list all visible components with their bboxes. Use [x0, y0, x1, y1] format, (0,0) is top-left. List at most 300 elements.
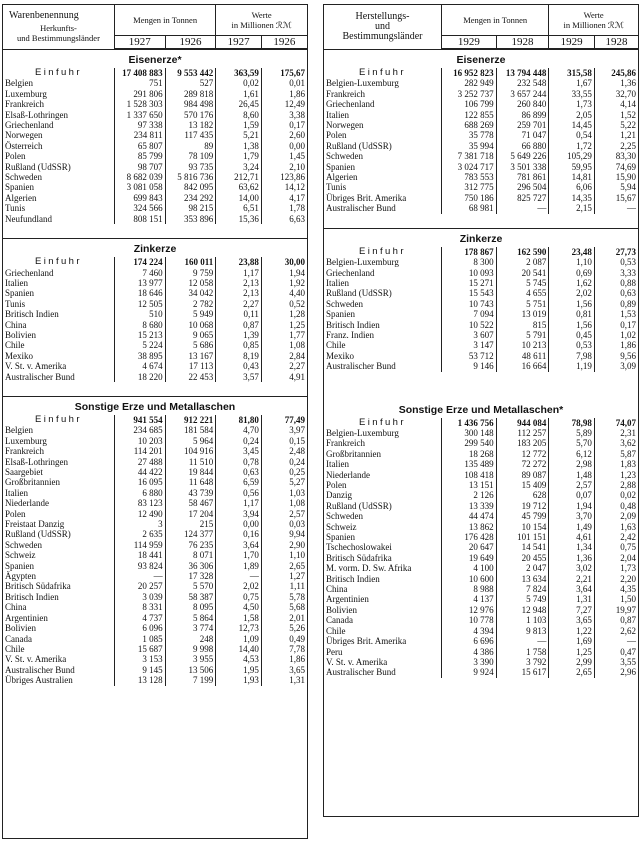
cell-value: 59,95	[549, 162, 595, 172]
cell-value: 12 505	[114, 299, 165, 309]
total-row	[324, 418, 638, 428]
table-row	[3, 436, 307, 446]
cell-value: 0,01	[261, 78, 307, 88]
total-value: 74,07	[594, 418, 638, 428]
country-name: Belgien-Luxemburg	[326, 257, 399, 268]
country-name: Großbritannien	[326, 448, 381, 459]
table-row	[324, 278, 638, 288]
table-row	[324, 193, 638, 203]
cell-value: 1,19	[549, 361, 595, 371]
country-name: Schweden	[5, 539, 42, 550]
cell-value: 12 058	[165, 278, 216, 288]
cell-value: 0,17	[594, 320, 638, 330]
table-row	[3, 340, 307, 350]
country-name: Italien	[326, 109, 349, 120]
table-row	[3, 120, 307, 130]
cell-value: 2 047	[496, 563, 549, 573]
cell-value: 122 855	[441, 110, 496, 120]
total-label: Einfuhr	[359, 246, 406, 257]
cell-value: 0,63	[594, 288, 638, 298]
cell-value: 9,56	[594, 351, 638, 361]
table-row	[3, 78, 307, 88]
table-row	[3, 203, 307, 213]
cell-value: 89 087	[496, 470, 549, 480]
table-1927-1926	[2, 4, 308, 839]
cell-value: 750 186	[441, 193, 496, 203]
cell-value: 3 657 244	[496, 89, 549, 99]
table-row	[324, 141, 638, 151]
cell-value: 234 685	[114, 425, 165, 435]
cell-value: 13 506	[165, 665, 216, 675]
cell-value: 1,34	[549, 542, 595, 552]
total-value: 16 952 823	[441, 68, 496, 78]
cell-value: 105,29	[549, 151, 595, 161]
cell-value: 9 813	[496, 626, 549, 636]
cell-value: 8 680	[114, 320, 165, 330]
country-name: Schweden	[326, 151, 363, 162]
cell-value: 124 377	[165, 529, 216, 539]
cell-value: 65 807	[114, 141, 165, 151]
cell-value: 2,10	[261, 162, 307, 172]
total-row	[3, 257, 307, 267]
country-name: Tunis	[326, 182, 347, 193]
cell-value: 5 649 226	[496, 151, 549, 161]
table-row	[324, 542, 638, 552]
cell-value: 19 712	[496, 501, 549, 511]
cell-value: 114 201	[114, 446, 165, 456]
cell-value: 2 126	[441, 490, 496, 500]
cell-value: 5,21	[216, 130, 262, 140]
country-name: Britisch Indien	[5, 591, 59, 602]
cell-value: 15 687	[114, 644, 165, 654]
cell-value: 13 019	[496, 309, 549, 319]
country-name: Chile	[5, 643, 25, 654]
cell-value: 1,08	[261, 340, 307, 350]
table-row	[324, 470, 638, 480]
country-name: Griechenland	[5, 267, 54, 278]
cell-value: 2,25	[594, 141, 638, 151]
country-name: Griechenland	[326, 267, 375, 278]
table-row	[3, 268, 307, 278]
cell-value: 842 095	[165, 182, 216, 192]
cell-value: 5 816 736	[165, 172, 216, 182]
cell-value: 4 386	[441, 647, 496, 657]
cell-value: 3,70	[549, 511, 595, 521]
country-name: Übriges Brit. Amerika	[326, 192, 407, 203]
table-row	[3, 193, 307, 203]
cell-value: 1,10	[549, 257, 595, 267]
cell-value: 10 743	[441, 299, 496, 309]
cell-value: 1,56	[549, 320, 595, 330]
cell-value: 289 818	[165, 89, 216, 99]
country-name: Tunis	[5, 298, 26, 309]
cell-value: 16 095	[114, 477, 165, 487]
cell-value: 13 862	[441, 522, 496, 532]
cell-value: —	[496, 636, 549, 646]
table-row	[3, 592, 307, 602]
country-name: Übriges Australien	[5, 675, 73, 686]
cell-value: 688 269	[441, 120, 496, 130]
cell-value: 1,86	[261, 89, 307, 99]
table-row	[3, 581, 307, 591]
country-name: Britisch Indien	[326, 573, 380, 584]
country-name: Belgien	[5, 78, 33, 89]
table-row	[324, 320, 638, 330]
cell-value: 4,91	[261, 372, 307, 382]
cell-value: 984 498	[165, 99, 216, 109]
cell-value: 1 758	[496, 647, 549, 657]
cell-value: 12 976	[441, 605, 496, 615]
table-row	[3, 561, 307, 571]
cell-value: 1,67	[549, 78, 595, 88]
country-name: Canada	[326, 615, 353, 626]
cell-value: 5 570	[165, 581, 216, 591]
cell-value: 13 128	[114, 675, 165, 685]
country-name: Schweden	[5, 172, 42, 183]
cell-value: 44 474	[441, 511, 496, 521]
header-country-label	[324, 5, 441, 50]
cell-value: 17 113	[165, 361, 216, 371]
cell-value: 5,94	[594, 182, 638, 192]
table-row	[324, 647, 638, 657]
cell-value: 570 176	[165, 110, 216, 120]
table-row	[3, 675, 307, 685]
country-name: Franz. Indien	[326, 329, 374, 340]
cell-value: 3,24	[216, 162, 262, 172]
cell-value: 14,40	[216, 644, 262, 654]
cell-value: 3,65	[261, 665, 307, 675]
country-name: Bolivien	[5, 329, 36, 340]
cell-value: 18 441	[114, 550, 165, 560]
cell-value: 1,92	[261, 278, 307, 288]
cell-value: 16 664	[496, 361, 549, 371]
cell-value: 0,49	[261, 634, 307, 644]
table-row	[324, 615, 638, 625]
table-row	[324, 130, 638, 140]
cell-value: 1,39	[216, 330, 262, 340]
country-name: Britisch Südafrika	[5, 581, 71, 592]
country-name: Italien	[326, 277, 349, 288]
cell-value: 104 916	[165, 446, 216, 456]
header-year: 1927	[216, 36, 262, 49]
country-name: Chile	[5, 340, 25, 351]
cell-value: 0,63	[216, 467, 262, 477]
cell-value: 1,61	[216, 89, 262, 99]
cell-value: 9 924	[441, 667, 496, 677]
cell-value: 6,59	[216, 477, 262, 487]
cell-value: 8 071	[165, 550, 216, 560]
cell-value: 781 861	[496, 172, 549, 182]
cell-value: 3,65	[549, 615, 595, 625]
country-name: Freistaat Danzig	[5, 519, 65, 530]
cell-value: 11 648	[165, 477, 216, 487]
table-row	[3, 372, 307, 382]
table-row	[324, 288, 638, 298]
cell-value: 0,87	[216, 320, 262, 330]
country-name: Tunis	[5, 203, 26, 214]
cell-value: 1,49	[549, 522, 595, 532]
cell-value: 15 213	[114, 330, 165, 340]
table-row	[3, 446, 307, 456]
cell-value: 808 151	[114, 214, 165, 224]
section-title: Eisenerze*	[128, 54, 182, 66]
cell-value: 0,48	[594, 501, 638, 511]
cell-value: 6 096	[114, 623, 165, 633]
cell-value: 1,25	[549, 647, 595, 657]
cell-value: 4 394	[441, 626, 496, 636]
section-title: Zinkerze	[324, 228, 638, 247]
cell-value: 0,03	[261, 519, 307, 529]
cell-value: 20 257	[114, 581, 165, 591]
country-name: Spanien	[326, 532, 355, 543]
table-row	[324, 257, 638, 267]
cell-value: 3	[114, 519, 165, 529]
cell-value: 3,64	[549, 584, 595, 594]
header-value-label: Werte in Millionen ℛℳ	[216, 5, 307, 36]
cell-value: 7,78	[261, 644, 307, 654]
cell-value: 135 489	[441, 459, 496, 469]
table-row	[3, 351, 307, 361]
header-year: 1926	[165, 36, 216, 49]
cell-value: 20 455	[496, 553, 549, 563]
country-name: Rußland (UdSSR)	[326, 500, 392, 511]
cell-value: 0,45	[549, 330, 595, 340]
cell-value: 18 646	[114, 288, 165, 298]
cell-value: 20 541	[496, 268, 549, 278]
total-value: 77,49	[261, 415, 307, 425]
cell-value: 6 880	[114, 488, 165, 498]
country-name: Polen	[5, 151, 26, 162]
table-row	[324, 162, 638, 172]
cell-value: 1,09	[216, 634, 262, 644]
cell-value: 5 949	[165, 309, 216, 319]
table-row	[324, 459, 638, 469]
country-name: Österreich	[5, 140, 43, 151]
table-row	[324, 490, 638, 500]
country-name: Schweden	[326, 298, 363, 309]
country-name: Neufundland	[5, 213, 52, 224]
cell-value: 63,62	[216, 182, 262, 192]
cell-value: 0,16	[216, 529, 262, 539]
table-row	[324, 667, 638, 677]
cell-value: 527	[165, 78, 216, 88]
cell-value: 181 584	[165, 425, 216, 435]
cell-value: 8 682 039	[114, 172, 165, 182]
table-row	[3, 141, 307, 151]
cell-value: 1,70	[216, 550, 262, 560]
cell-value: 74,69	[594, 162, 638, 172]
cell-value: 7 460	[114, 268, 165, 278]
cell-value: 299 540	[441, 438, 496, 448]
cell-value: 0,25	[261, 467, 307, 477]
country-name: Norwegen	[5, 130, 43, 141]
cell-value: 0,75	[594, 542, 638, 552]
cell-value: 8,19	[216, 351, 262, 361]
cell-value: 1,56	[549, 299, 595, 309]
cell-value: 3,09	[594, 361, 638, 371]
table-row	[324, 501, 638, 511]
cell-value: 1,27	[261, 571, 307, 581]
cell-value: 699 843	[114, 193, 165, 203]
country-name: Chile	[326, 625, 346, 636]
table-row	[3, 299, 307, 309]
cell-value: 1,78	[261, 203, 307, 213]
cell-value: 5,70	[549, 438, 595, 448]
country-name: Niederlande	[326, 469, 370, 480]
cell-value: 9 759	[165, 268, 216, 278]
cell-value: 0,78	[216, 457, 262, 467]
cell-value: 1,38	[216, 141, 262, 151]
cell-value: 3,97	[261, 425, 307, 435]
country-name: Norwegen	[326, 120, 364, 131]
table-row	[3, 309, 307, 319]
cell-value: 300 148	[441, 428, 496, 438]
cell-value: 1,45	[261, 151, 307, 161]
country-name: Spanien	[5, 288, 34, 299]
cell-value: 1,59	[216, 120, 262, 130]
cell-value: 0,52	[261, 299, 307, 309]
cell-value: 282 949	[441, 78, 496, 88]
cell-value: 2,15	[549, 203, 595, 213]
country-name: Belgien-Luxemburg	[326, 427, 399, 438]
table-row	[3, 634, 307, 644]
cell-value: 3 153	[114, 654, 165, 664]
cell-value: 5,22	[594, 120, 638, 130]
table-row	[324, 151, 638, 161]
total-value: 9 553 442	[165, 68, 216, 78]
cell-value: —	[216, 571, 262, 581]
cell-value: 10 154	[496, 522, 549, 532]
cell-value: 1,62	[549, 278, 595, 288]
country-name: Spanien	[5, 560, 34, 571]
table-row	[324, 584, 638, 594]
cell-value: 1,03	[261, 488, 307, 498]
country-name: Argentinien	[326, 594, 369, 605]
cell-value: 0,88	[594, 278, 638, 288]
cell-value: 5 964	[165, 436, 216, 446]
cell-value: 0,00	[216, 519, 262, 529]
cell-value: 4,53	[216, 654, 262, 664]
total-value: 17 408 883	[114, 68, 165, 78]
table-row	[3, 509, 307, 519]
cell-value: 12 490	[114, 509, 165, 519]
table-row	[324, 657, 638, 667]
cell-value: 10 203	[114, 436, 165, 446]
table-row	[3, 498, 307, 508]
table-row	[324, 636, 638, 646]
cell-value: 4,35	[594, 584, 638, 594]
table-row	[324, 428, 638, 438]
cell-value: 123,86	[261, 172, 307, 182]
cell-value: 53 712	[441, 351, 496, 361]
table-row	[3, 571, 307, 581]
total-value: 315,58	[549, 68, 595, 78]
table-row	[3, 477, 307, 487]
cell-value: 101 151	[496, 532, 549, 542]
table-row	[324, 120, 638, 130]
cell-value: 8 988	[441, 584, 496, 594]
cell-value: 38 895	[114, 351, 165, 361]
cell-value: 9 146	[441, 361, 496, 371]
cell-value: 0,17	[261, 120, 307, 130]
cell-value: 0,85	[216, 340, 262, 350]
country-name: Mexiko	[5, 350, 33, 361]
cell-value: 1,52	[594, 110, 638, 120]
cell-value: 12,49	[261, 99, 307, 109]
cell-value: 1 528 303	[114, 99, 165, 109]
cell-value: 2,04	[594, 553, 638, 563]
cell-value: 34 042	[165, 288, 216, 298]
cell-value: 260 840	[496, 99, 549, 109]
table-row	[3, 182, 307, 192]
cell-value: 58 387	[165, 592, 216, 602]
cell-value: 6,63	[261, 214, 307, 224]
cell-value: 5 751	[496, 299, 549, 309]
cell-value: —	[114, 571, 165, 581]
cell-value: 17 328	[165, 571, 216, 581]
country-name: Italien	[5, 487, 28, 498]
cell-value: 2 087	[496, 257, 549, 267]
cell-value: 12 948	[496, 605, 549, 615]
cell-value: 1,48	[549, 470, 595, 480]
header-country-label	[3, 5, 114, 50]
country-name: Luxemburg	[5, 435, 47, 446]
cell-value: 3 252 737	[441, 89, 496, 99]
cell-value: 13 339	[441, 501, 496, 511]
cell-value: 0,56	[216, 488, 262, 498]
header-origin-label: Herkunfts- und Bestimmungsländer	[17, 23, 100, 43]
cell-value: 7 381 718	[441, 151, 496, 161]
cell-value: 4,70	[216, 425, 262, 435]
cell-value: 18 268	[441, 449, 496, 459]
cell-value: 43 739	[165, 488, 216, 498]
cell-value: 1,69	[549, 636, 595, 646]
cell-value: 10 522	[441, 320, 496, 330]
table-row	[324, 99, 638, 109]
cell-value: 33,55	[549, 89, 595, 99]
cell-value: 0,47	[594, 647, 638, 657]
cell-value: 14,00	[216, 193, 262, 203]
cell-value: 8 300	[441, 257, 496, 267]
cell-value: 9 998	[165, 644, 216, 654]
country-name: Saargebiet	[5, 467, 43, 477]
cell-value: 296 504	[496, 182, 549, 192]
cell-value: 9 065	[165, 330, 216, 340]
table-row	[3, 540, 307, 550]
cell-value: 2,48	[261, 446, 307, 456]
header-year: 1929	[441, 36, 496, 49]
country-name: Rußland (UdSSR)	[326, 140, 392, 151]
total-value: 78,98	[549, 418, 595, 428]
table-row	[324, 361, 638, 371]
country-name: Elsaß-Lothringen	[5, 109, 68, 120]
cell-value: 2,02	[216, 581, 262, 591]
cell-value: 0,53	[549, 340, 595, 350]
table-row	[324, 449, 638, 459]
cell-value: 324 566	[114, 203, 165, 213]
cell-value: 5 749	[496, 594, 549, 604]
cell-value: 2,42	[594, 532, 638, 542]
table-row	[3, 644, 307, 654]
cell-value: 1,73	[549, 99, 595, 109]
total-value: 174 224	[114, 257, 165, 267]
cell-value: 9,94	[261, 529, 307, 539]
header-year: 1929	[549, 36, 595, 49]
country-name: Polen	[5, 508, 26, 519]
country-name: Übriges Brit. Amerika	[326, 636, 407, 647]
table-row	[3, 623, 307, 633]
header-quantity-label: Mengen in Tonnen	[441, 5, 548, 36]
